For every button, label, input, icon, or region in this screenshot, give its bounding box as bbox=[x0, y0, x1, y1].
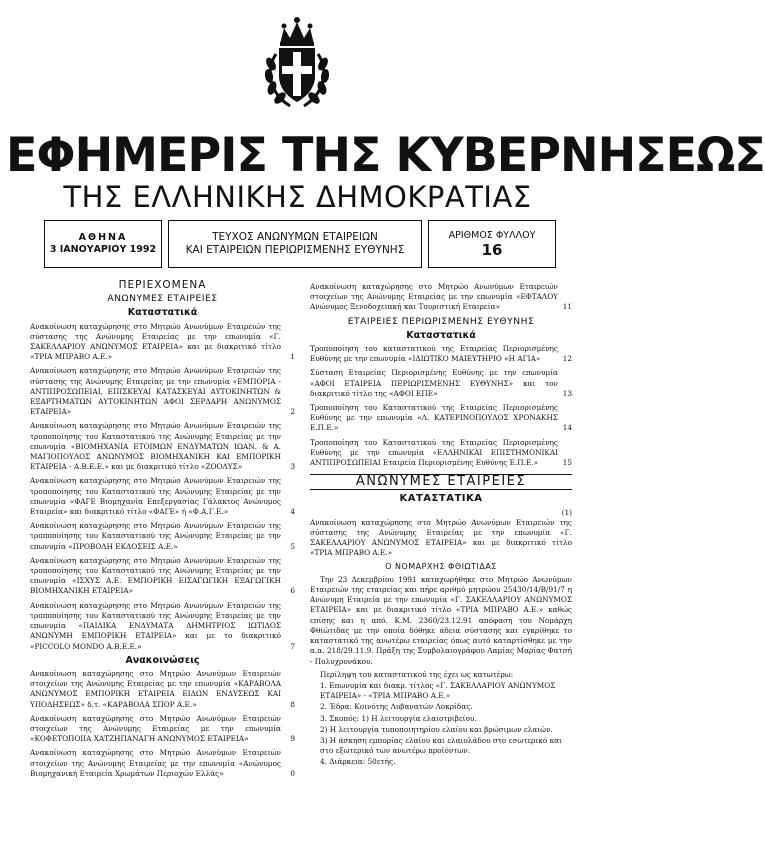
contents-entry[interactable]: Ανακοίνωση καταχώρησης στο Μητρώο Ανωνύμων Εταιρειών της τροποποίησης του Καταστατικού της Ανώνυμης Εταιρείας με την επωνυμία «ΠΑΙΔΙΚΑ ΕΝΔΥΜΑΤΑ ΔΗΜΗΤΡΙΟΣ ΙΩΤΙΔΟΣ ΑΝΩΝΥΜΗ ΕΜΠΟΡΙΚΗ ΕΤΑΙΡΕΙΑ» και με το διακριτικό «PICCOLO MONDO Α.Β.Ε.Ε.» 7 bbox=[30, 600, 295, 651]
contents-entry[interactable]: Τροποποίηση του Καταστατικού της Εταιρείας Περιορισμένης Ευθύνης με την επωνυμία «Λ. ΚΑΤΕΡΙΝΟΠΟΥΛΟΣ ΧΡΟΝΑΚΗΣ Ε.Π.Ε.» 14 bbox=[310, 403, 572, 433]
contents-entry[interactable]: Ανακοίνωση καταχώρησης στο Μητρώο Ανωνύμων Εταιρειών της σύστασης της Ανώνυμης Εταιρείας με την επωνυμία «ΕΜΠΟΡΙΑ - ΑΝΤΙΠΡΟΣΩΠΕΙΑΙ, ΕΠΙΣΚΕΥΑΙ ΚΑΤΑΣΚΕΥΑΙ ΑΥΤΟΚΙΝΗΤΩΝ & ΕΞΑΡΤΗΜΑΤΩΝ ΑΥΤΟΚΙΝΗΤΩΝ ΑΦΟΙ ΣΕΡΔΑΡΗ ΑΝΩΝΥΜΟΣ ΕΤΑΙΡΕΙΑ» 2 bbox=[30, 366, 295, 417]
page-number: 7 bbox=[290, 641, 295, 651]
page-number: 11 bbox=[562, 302, 572, 312]
contents-entry[interactable]: Ανακοίνωση καταχώρησης στο Μητρώο Ανωνύμων Εταιρειών της τροποποίησης του Καταστατικού της Ανώνυμης Εταιρείας με την επωνυμία «ΙΣΧΥΣ Α.Ε. ΕΜΠΟΡΙΚΗ ΕΙΣΑΓΩΓΙΚΗ ΕΞΑΓΩΓΙΚΗ ΒΙΟΜΗΧΑΝΙΚΗ ΕΤΑΙΡΕΙΑ» 6 bbox=[30, 555, 295, 596]
page-number: 9 bbox=[290, 734, 295, 744]
gazette-subtitle: ΤΗΣ ΕΛΛΗΝΙΚΗΣ ΔΗΜΟΚΡΑΤΙΑΣ bbox=[63, 180, 532, 214]
divider bbox=[310, 489, 572, 490]
notice-authority: Ο ΝΟΜΑΡΧΗΣ ΦΘΙΩΤΙΔΑΣ bbox=[385, 561, 497, 571]
notice-item: 1. Επωνυμία και διακρ. τίτλος «Γ. ΣΑΚΕΛΛΑΡΙΟΥ ΑΝΩΝΥΜΟΣ ΕΤΑΙΡΕΙΑ» - «ΤΡΙΑ ΜΠΡΑΒΟ Α.Ε.» bbox=[320, 680, 556, 701]
contents-column-right bbox=[310, 282, 572, 769]
notice-ref: (1) bbox=[561, 507, 572, 517]
issue-type-line2: ΚΑΙ ΕΤΑΙΡΕΙΩΝ ΠΕΡΙΩΡΙΣΜΕΝΗΣ ΕΥΘΥΝΗΣ bbox=[185, 244, 405, 256]
contents-entry[interactable]: Ανακοίνωση καταχώρησης στο Μητρώο Ανωνύμων Εταιρειών της τροποποίησης του Καταστατικού της Ανώνυμης Εταιρείας με την επωνυμία «ΦΑΓΕ Βιομηχανία Επεξεργασίας Γάλακτος Ανώνυμος Εταιρεία» και διακριτικό τίτλο «ΦΑΓΕ» ή «Φ.Α.Γ.Ε.» 4 bbox=[30, 476, 295, 517]
page-number: 4 bbox=[290, 507, 295, 517]
notice-item: 3) Η άσκηση εμπορίας ελαίου και ελαιολάδου στο εσωτερικό και στο εξωτερικό των ανωτέρω προϊόντων. bbox=[320, 735, 562, 756]
notice-item: 3. Σκοπός: 1) Η λειτουργία ελαιοτριβείου. bbox=[320, 713, 477, 723]
subsection-announcements: Ανακοινώσεις bbox=[125, 654, 200, 666]
contents-entry[interactable]: Τροποποίηση του καταστατικού της Εταιρείας Περιορισμένης Ευθύνης με την επωνυμία «ΙΔΙΩΤΙΚΟ ΜΑΙΕΥΤΗΡΙΟ «Η ΑΓΙΑ» 12 bbox=[310, 344, 572, 364]
contents-entry[interactable]: Τροποποίηση του Καταστατικού της Εταιρείας Περιορισμένης Ευθύνης με την επωνυμία «ΕΛΛΗΝΙΚΑΙ ΕΠΙΣΤΗΜΟΝΙΚΑΙ ΑΝΤΙΠΡΟΣΩΠΕΙΑΙ Εταιρεία Περιορισμένης Ευθύνης Ε.Π.Ε.» 15 bbox=[310, 437, 572, 468]
section-sa: ΑΝΩΝΥΜΕΣ ΕΤΑΙΡΕΙΕΣ bbox=[107, 293, 218, 305]
notice-items bbox=[320, 681, 572, 768]
notice-heading: ΑΝΩΝΥΜΕΣ ΕΤΑΙΡΕΙΕΣ bbox=[355, 474, 527, 490]
contents-entry[interactable]: Ανακοίνωση καταχώρησης στο Μητρώο Ανωνύμων Εταιρειών στοιχείων της Ανώνυμης Εταιρείας με την επωνυμία «ΚΟΦΕΤΟΠΟΙΙΑ ΧΑΤΖΗΠΑΝΑΓΗ ΑΝΩΝΥΜΟΣ ΕΤΑΙΡΕΙΑ» 9 bbox=[30, 713, 295, 744]
coat-of-arms-icon bbox=[262, 14, 332, 112]
sheet-label: ΑΡΙΘΜΟΣ ΦΥΛΛΟΥ bbox=[448, 229, 536, 241]
issue-type-box bbox=[168, 220, 422, 268]
statutes-list bbox=[30, 322, 295, 652]
contents-heading: ΠΕΡΙΕΧΟΜΕΝΑ bbox=[118, 279, 207, 291]
section-ltd: ΕΤΑΙΡΕΙΕΣ ΠΕΡΙΩΡΙΣΜΕΝΗΣ ΕΥΘΥΝΗΣ bbox=[347, 315, 535, 327]
page-number: 12 bbox=[562, 354, 572, 364]
page-number: 6 bbox=[290, 586, 295, 596]
page-number: 13 bbox=[562, 388, 572, 398]
page-number: 1 bbox=[290, 352, 295, 362]
contents-entry[interactable]: Ανακοίνωση καταχώρησης στο Μητρώο Ανωνύμων Εταιρειών της σύστασης της Ανώνυμης Εταιρείας με την επωνυμία «Γ. ΣΑΚΕΛΛΑΡΙΟΥ ΑΝΩΝΥΜΟΣ ΕΤΑΙΡΕΙΑ» και με διακριτικό τίτλο «ΤΡΙΑ ΜΠΡΑΒΟ Α.Ε.» 1 bbox=[30, 321, 295, 362]
notice-intro: Ανακοίνωση καταχώρησης στο Μητρώο Ανωνύμων Εταιρειών της σύστασης της Ανώνυμης Εταιρείας με την επωνυμία «Γ. ΣΑΚΕΛΛΑΡΙΟΥ ΑΝΩΝΥΜΟΣ ΕΤΑΙΡΕΙΑ» και με διακριτικό τίτλο «ΤΡΙΑ ΜΠΡΑΒΟ Α.Ε.» bbox=[310, 517, 572, 558]
contents-entry[interactable]: Ανακοίνωση καταχώρησης στο Μητρώο Ανωνύμων Εταιρειών στοιχείων της Ανώνυμης Εταιρείας με την επωνυμία «Ανώνυμος Βιομηχανική Εταιρεία Χρωμάτων Περιοχών Ελλάς» 0 bbox=[30, 748, 295, 778]
notice-body: Την 23 Δεκεμβρίου 1991 καταχωρήθηκε στο Μητρώο Ανωνύμων Εταιρειών της εταιρείας και πήρε αριθμό μητρώου 25430/14/Β/91/7 η Ανώνυμη Εταιρεία με την επωνυμία «Γ. ΣΑΚΕΛΛΑΡΙΟΥ ΑΝΩΝΥΜΟΣ ΕΤΑΙΡΕΙΑ» και με διακριτικό τίτλο «ΤΡΙΑ ΜΠΡΑΒΟ Α.Ε.» καθώς επίσης και η από. Κ.Μ. 2360/23.12.91 απόφαση του Νομάρχη Φθιώτιδας με την οποία δόθηκε άδεια σύστασης και εγκρίθηκε το καταστατικό της ανωτέρω εταιρείας όπως αυτό καταρτίσθηκε με την α.α. 218/29.11.9. Πράξη της Συμβολαιογράφου Λαμίας Μαρίας Φατσή - Πολυχρονάκου. bbox=[310, 574, 572, 666]
page-number: 3 bbox=[290, 462, 295, 472]
contents-column-left bbox=[30, 278, 295, 783]
info-bar bbox=[44, 220, 556, 268]
ltd-list bbox=[310, 344, 572, 468]
subsection-statutes: Καταστατικά bbox=[127, 307, 198, 319]
sheet-number-box bbox=[428, 220, 556, 268]
page-number: 8 bbox=[290, 699, 295, 709]
date-box bbox=[44, 220, 162, 268]
page-number: 5 bbox=[290, 541, 295, 551]
issue-type-line1: ΤΕΥΧΟΣ ΑΝΩΝΥΜΩΝ ΕΤΑΙΡΕΙΩΝ bbox=[212, 231, 378, 243]
gazette-title: ΕΦΗΜΕΡΙΣ ΤΗΣ ΚΥΒΕΡΝΗΣΕΩΣ bbox=[5, 128, 765, 183]
announcements-list bbox=[30, 669, 295, 779]
contents-entry[interactable]: Σύσταση Εταιρείας Περιορισμένης Ευθύνης με την επωνυμία «ΑΦΟΙ ΕΤΑΙΡΕΙΑ ΠΕΡΙΩΡΙΣΜΕΝΗΣ ΕΥΘΥΝΗΣ» και τον διακριτικό τίτλο της «ΑΦΟΙ ΕΠΕ» 13 bbox=[310, 368, 572, 398]
notice-item: 2. Έδρα: Κοινότης Λυβανατών Λοκρίδας. bbox=[320, 702, 473, 712]
contents-entry[interactable]: Ανακοίνωση καταχώρησης στο Μητρώο Ανωνύμων Εταιρειών της τροποποίησης του Καταστατικού της Ανώνυμης Εταιρείας με την επωνυμία «ΠΡΟΒΟΛΗ ΕΚΔΟΣΕΙΣ Α.Ε.» 5 bbox=[30, 521, 295, 551]
city: ΑΘΗΝΑ bbox=[78, 232, 128, 243]
notice-summary-label: Περίληψη του καταστατικού της έχει ως κατωτέρω: bbox=[320, 669, 514, 679]
notice-item: 2) Η λειτουργία τυποποιητηρίου ελαίου και βρώσιμων ελαιών. bbox=[320, 724, 553, 734]
sheet-number: 16 bbox=[481, 240, 503, 259]
notice-subheading: ΚΑΤΑΣΤΑΤΙΚΑ bbox=[399, 493, 483, 505]
contents-entry[interactable]: Ανακοίνωση καταχώρησης στο Μητρώο Ανωνύμων Εταιρειών της τροποποίησης του Καταστατικού της Ανώνυμης Εταιρείας με την επωνυμία «ΒΙΟΜΗΧΑΝΙΑ ΕΤΟΙΜΩΝ ΕΝΔΥΜΑΤΩΝ ΙΩΑΝ. & Α. ΜΑΓΙΟΠΟΥΛΟΣ ΑΝΩΝΥΜΟΣ ΒΙΟΜΗΧΑΝΙΚΗ ΚΑΙ ΕΜΠΟΡΙΚΗ ΕΤΑΙΡΕΙΑ - Α.Β.Ε.Ε.» και με διακριτικό τίτλο «ΖΟΟΛΥΣ» 3 bbox=[30, 421, 295, 472]
contents-entry[interactable]: Ανακοίνωση καταχώρησης στο Μητρώο Ανωνύμων Εταιρειών στοιχείων της Ανώνυμης Εταιρείας με την επωνυμία «ΕΦΤΑΛΟΥ Ανώνυμος Ξενοδοχειακή και Τουριστική Εταιρεία» 11 bbox=[310, 282, 572, 312]
page-number: 14 bbox=[562, 423, 572, 433]
subsection-ltd-statutes: Καταστατικά bbox=[406, 329, 476, 341]
page-number: 0 bbox=[290, 768, 295, 778]
notice-item: 4. Διάρκεια: 50ετής. bbox=[320, 757, 396, 767]
page-number: 15 bbox=[562, 458, 572, 468]
issue-date: 3 ΙΑΝΟΥΑΡΙΟΥ 1992 bbox=[49, 244, 157, 255]
page-number: 2 bbox=[290, 407, 295, 417]
contents-entry[interactable]: Ανακοίνωση καταχώρησης στο Μητρώο Ανωνύμων Εταιρειών στοιχείων της Ανώνυμης Εταιρείας με την επωνυμία «ΚΑΡΑΒΟΛΑ ΑΝΩΝΥΜΟΣ ΕΜΠΟΡΙΚΗ ΕΤΑΙΡΕΙΑ ΕΙΔΩΝ ΕΝΔΥΣΕΩΣ ΚΑΙ ΥΠΟΔΗΣΕΩΣ» δ.τ. «ΚΑΡΑΒΟΛΑ ΣΠΟΡ Α.Ε.» 8 bbox=[30, 668, 295, 709]
